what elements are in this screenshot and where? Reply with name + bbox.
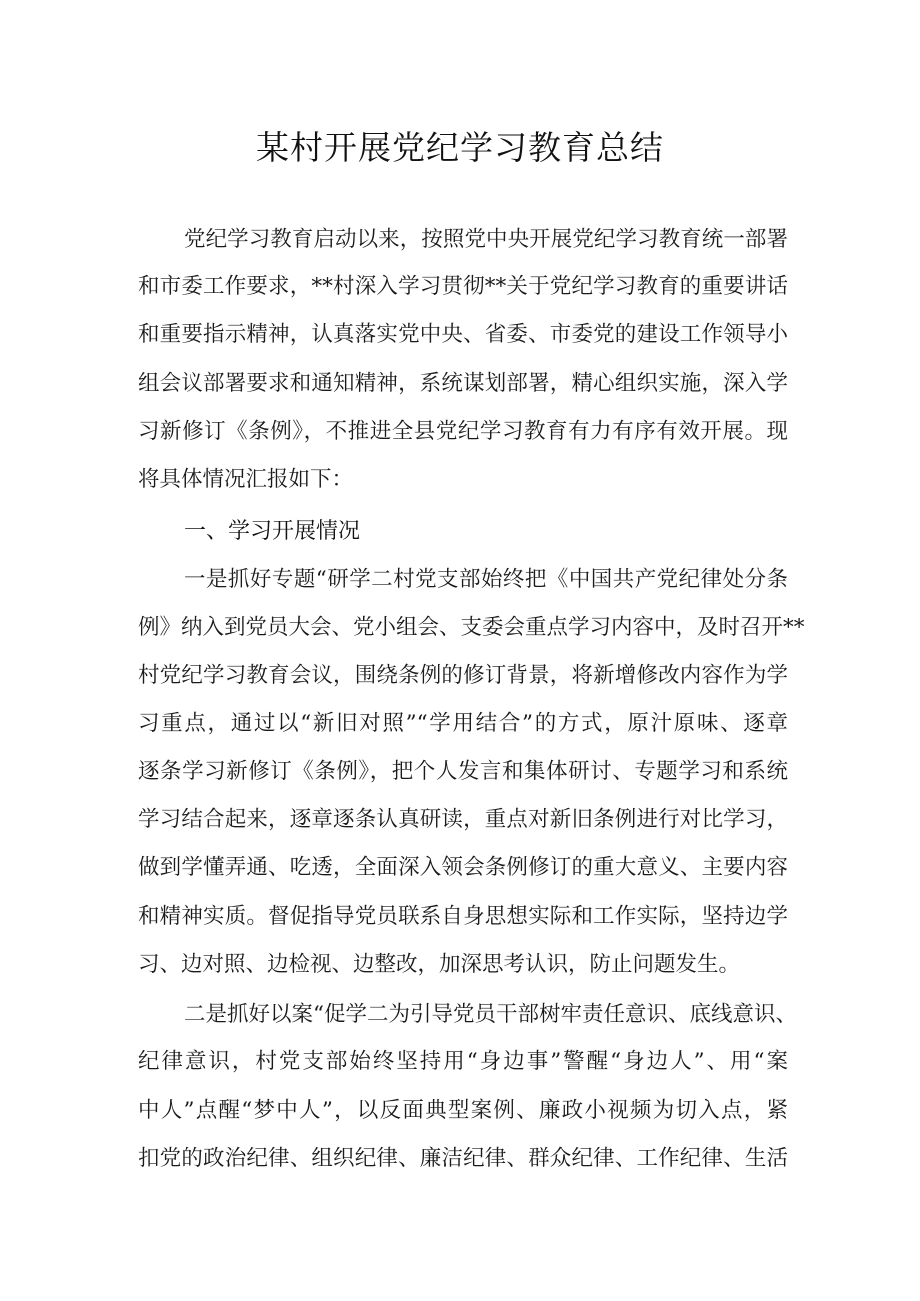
paragraph-2-line: 例》纳入到党员大会、党小组会、支委会重点学习内容中，及时召开** <box>138 615 805 640</box>
paragraph-1-line: 将具体情况汇报如下： <box>138 467 354 492</box>
paragraph-2-line: 村党纪学习教育会议，围绕条例的修订背景，将新增修改内容作为学 <box>138 663 788 688</box>
paragraph-1-line: 习新修订《条例》，不推进全县党纪学习教育有力有序有效开展。现 <box>138 419 788 444</box>
paragraph-2-line: 学习结合起来，逐章逐条认真研读，重点对新旧条例进行对比学习， <box>138 807 788 832</box>
paragraph-1-line: 和重要指示精神，认真落实党中央、省委、市委党的建设工作领导小 <box>138 322 788 347</box>
paragraph-3-line: 中人”点醒“梦中人”，以反面典型案例、廉政小视频为切入点，紧 <box>138 1098 788 1123</box>
paragraph-2-line: 和精神实质。督促指导党员联系自身思想实际和工作实际，坚持边学 <box>138 904 788 929</box>
paragraph-2-line: 习、边对照、边检视、边整改，加深思考认识，防止问题发生。 <box>138 952 741 977</box>
paragraph-2-line: 做到学懂弄通、吃透，全面深入领会条例修订的重大意义、主要内容 <box>138 855 788 880</box>
paragraph-3-line: 纪律意识，村党支部始终坚持用“身边事”警醒“身边人”、用“案 <box>138 1049 788 1074</box>
paragraph-2-line: 逐条学习新修订《条例》，把个人发言和集体研讨、专题学习和系统 <box>138 759 788 784</box>
paragraph-3-line: 二是抓好以案“促学二为引导党员干部树牢责任意识、底线意识、 <box>184 1002 797 1027</box>
paragraph-2-line: 一是抓好专题“研学二村党支部始终把《中国共产党纪律处分条 <box>184 567 788 592</box>
paragraph-1-line: 和市委工作要求，**村深入学习贯彻**关于党纪学习教育的重要讲话 <box>138 274 788 299</box>
document-title: 某村开展党纪学习教育总结 <box>256 128 664 167</box>
section-heading: 一、学习开展情况 <box>184 519 361 544</box>
paragraph-1-line: 党纪学习教育启动以来，按照党中央开展党纪学习教育统一部署 <box>184 227 788 252</box>
paragraph-3-line: 扣党的政治纪律、组织纪律、廉洁纪律、群众纪律、工作纪律、生活 <box>138 1146 788 1171</box>
paragraph-2-line: 习重点，通过以“新旧对照”“学用结合”的方式，原汁原味、逐章 <box>138 711 788 736</box>
paragraph-1-line: 组会议部署要求和通知精神，系统谋划部署，精心组织实施，深入学 <box>138 371 788 396</box>
